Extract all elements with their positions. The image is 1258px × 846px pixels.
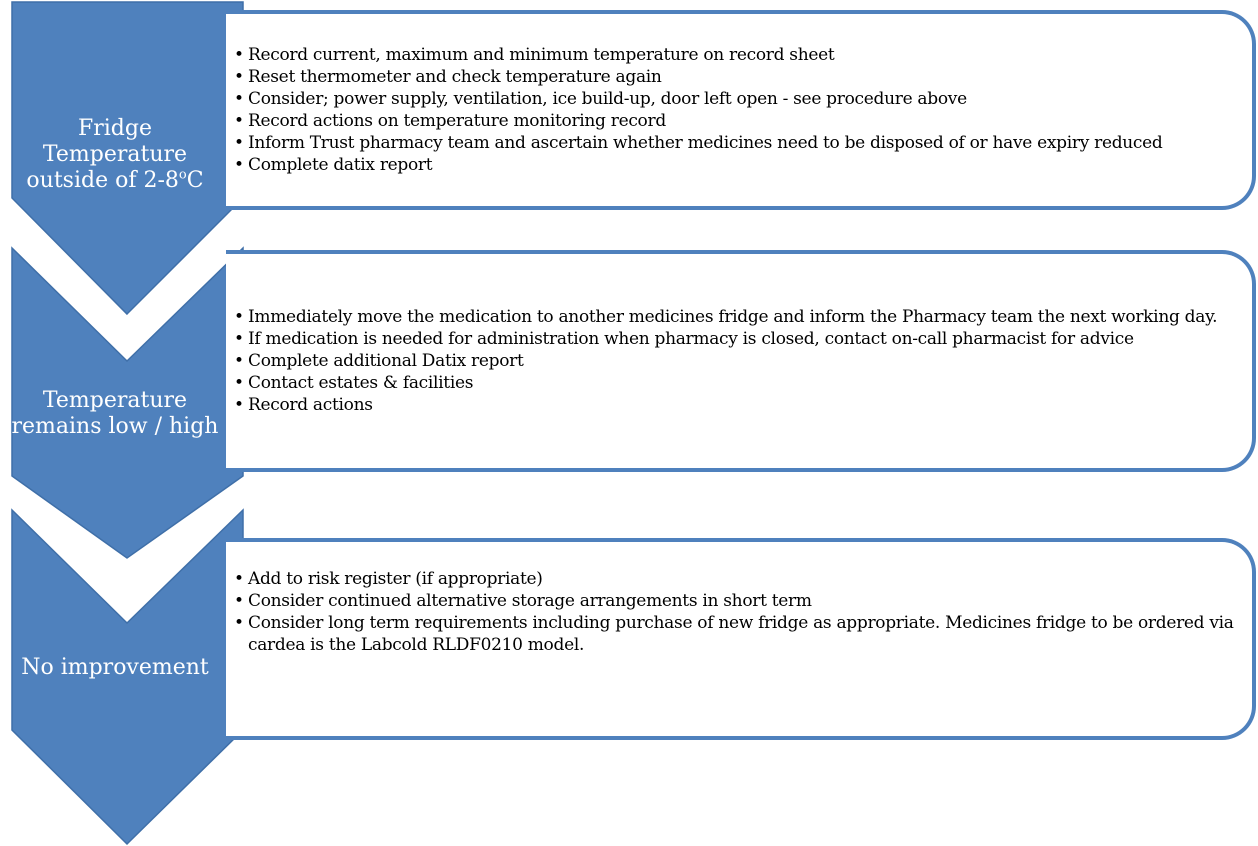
step-1-label [10,95,220,215]
step-3-label [10,638,220,698]
step-1-item: • Record actions on temperature monitoring record [234,110,1163,132]
step-3-item: • Add to risk register (if appropriate) [234,568,1234,590]
step-1-item: • Record current, maximum and minimum temperature on record sheet [234,44,1163,66]
step-1-label-sup: o [178,167,187,183]
step-2-label-text: Temperature remains low / high [11,388,219,439]
step-2-label [10,354,220,474]
step-2-item: • Immediately move the medication to another medicines fridge and inform the Pharmacy team the next working day. [234,306,1217,328]
step-3-label-text: No improvement [21,655,209,680]
step-2-item: • Record actions [234,394,1217,416]
step-3-item: • Consider continued alternative storage arrangements in short term [234,590,1234,612]
step-1-item: • Reset thermometer and check temperature again [234,66,1163,88]
step-1-label-text: Fridge Temperature outside of 2-8 [26,116,188,193]
step-3-item: • Consider long term requirements including purchase of new fridge as appropriate. Medicines fridge to be ordered via cardea is the Labcold RLDF0210 model. [234,612,1234,656]
step-2-list [226,306,1235,416]
step-1-item: • Consider; power supply, ventilation, ice build-up, door left open - see procedure above [234,88,1163,110]
step-3-list [226,568,1252,656]
step-1-box [226,10,1256,210]
step-3-box [226,538,1256,740]
step-1-item: • Complete datix report [234,154,1163,176]
step-1-list [226,44,1181,176]
step-1-item: • Inform Trust pharmacy team and ascertain whether medicines need to be disposed of or have expiry reduced [234,132,1163,154]
step-1-label-suffix: C [186,168,204,193]
step-2-item: • Contact estates & facilities [234,372,1217,394]
step-2-item: • If medication is needed for administration when pharmacy is closed, contact on-call pharmacist for advice [234,328,1217,350]
step-2-box [226,250,1256,472]
chevron-step-3 [0,508,258,846]
step-2-item: • Complete additional Datix report [234,350,1217,372]
